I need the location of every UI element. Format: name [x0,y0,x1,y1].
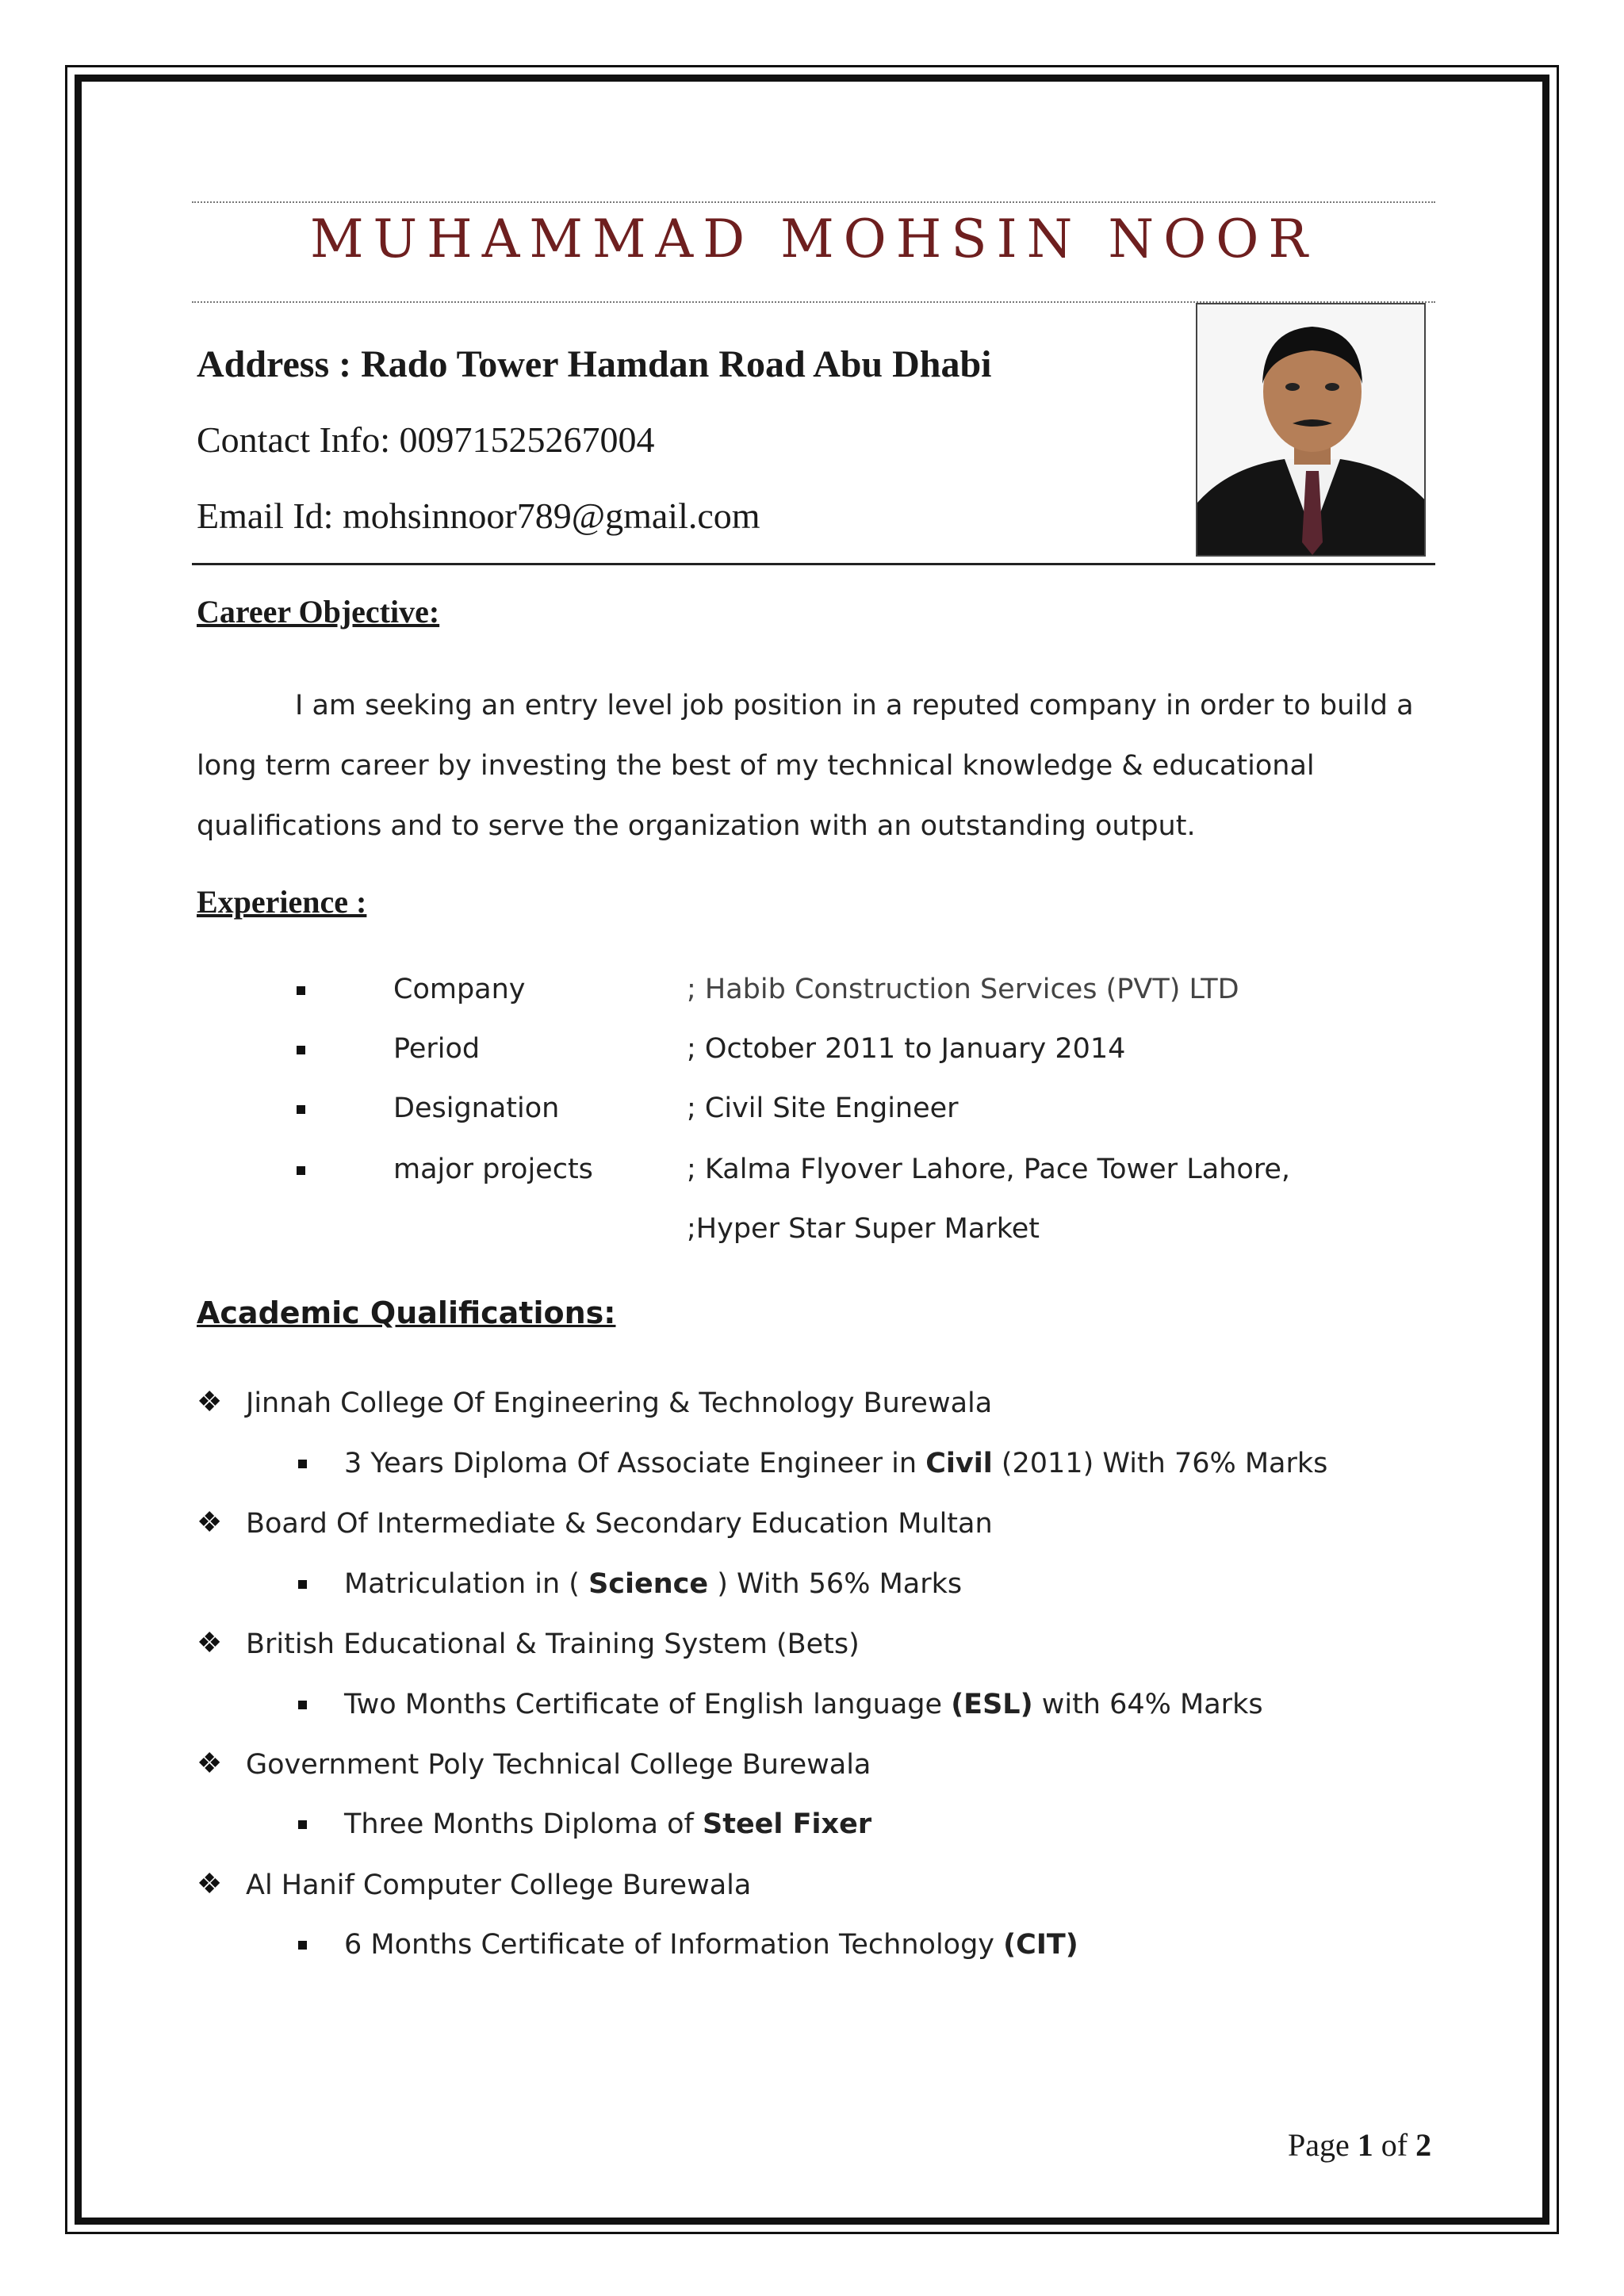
institution-name: Al Hanif Computer College Burewala [246,1869,752,1901]
diamond-bullet-icon: ❖ [197,1747,223,1779]
contact-line: Contact Info: 00971525267004 [197,419,655,460]
experience-value: ; Civil Site Engineer [687,1093,959,1124]
square-bullet-icon [298,1460,307,1468]
qualification-detail: 3 Years Diploma Of Associate Engineer in Civil (2011) With 76% Marks [344,1448,1328,1479]
page-number: Page 1 of 2 [1288,2127,1432,2163]
qualification-detail: Matriculation in ( Science ) With 56% Marks [344,1568,963,1600]
qualification-detail: Three Months Diploma of Steel Fixer [344,1808,872,1840]
square-bullet-icon [297,1166,305,1175]
candidate-name: MUHAMMAD MOHSIN NOOR [309,209,1318,270]
experience-heading: Experience : [197,884,367,920]
square-bullet-icon [297,986,305,995]
square-bullet-icon [298,1580,307,1589]
experience-continuation: ;Hyper Star Super Market [687,1213,1040,1245]
institution-name: Jinnah College Of Engineering & Technology Burewala [246,1387,993,1419]
email-line: Email Id: mohsinnoor789@gmail.com [197,496,760,536]
diamond-bullet-icon: ❖ [197,1506,223,1538]
qualification-detail: 6 Months Certificate of Information Technology (CIT) [344,1929,1078,1961]
experience-label: Period [393,1033,481,1065]
experience-label: Designation [393,1093,560,1124]
institution-name: British Educational & Training System (Bets) [246,1628,860,1660]
career-objective-text: I am seeking an entry level job position in a reputed company in order to build a long term career by investing the best of my technical knowledge & educational qualifications and to serve the organization with an outstanding output. [197,690,1414,842]
institution-name: Government Poly Technical College Burewala [246,1749,871,1781]
profile-photo [1196,303,1426,557]
square-bullet-icon [298,1941,307,1950]
square-bullet-icon [298,1701,307,1709]
academic-heading: Academic Qualifications: [197,1295,616,1330]
career-objective-heading: Career Objective: [197,594,440,629]
diamond-bullet-icon: ❖ [197,1385,223,1418]
experience-label: Company [393,974,526,1005]
experience-value: ; Habib Construction Services (PVT) LTD [687,974,1239,1005]
qualification-detail: Two Months Certificate of English language (ESL) with 64% Marks [344,1689,1263,1720]
square-bullet-icon [297,1105,305,1114]
address-line: Address : Rado Tower Hamdan Road Abu Dhabi [197,343,992,385]
institution-name: Board Of Intermediate & Secondary Education Multan [246,1508,993,1540]
experience-value: ; October 2011 to January 2014 [687,1033,1126,1065]
name-top-rule [192,201,1435,203]
diamond-bullet-icon: ❖ [197,1867,223,1900]
header-divider [192,563,1435,565]
diamond-bullet-icon: ❖ [197,1626,223,1659]
experience-label: major projects [393,1154,593,1185]
square-bullet-icon [297,1046,305,1054]
profile-photo-image [1197,304,1426,557]
square-bullet-icon [298,1820,307,1829]
experience-value: ; Kalma Flyover Lahore, Pace Tower Lahore, [687,1154,1291,1185]
